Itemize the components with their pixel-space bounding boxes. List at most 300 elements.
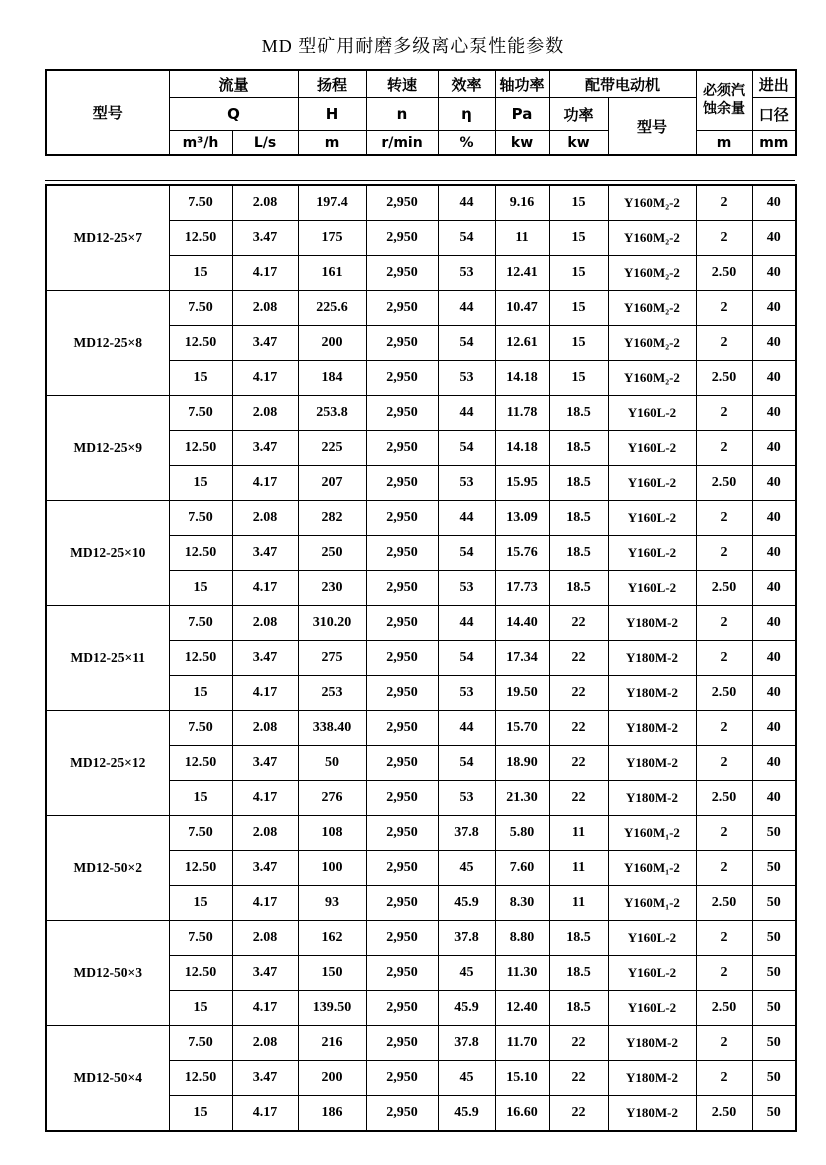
pump-model-cell: MD12-25×9 bbox=[46, 396, 169, 501]
motor-power-kw-cell: 22 bbox=[549, 781, 608, 816]
shaft-power-kw-cell: 19.50 bbox=[495, 676, 549, 711]
col-header-eta: η bbox=[438, 98, 495, 131]
speed-rmin-cell: 2,950 bbox=[366, 956, 438, 991]
pump-model-cell: MD12-50×2 bbox=[46, 816, 169, 921]
efficiency-pct-cell: 44 bbox=[438, 291, 495, 326]
efficiency-pct-cell: 44 bbox=[438, 501, 495, 536]
motor-power-kw-cell: 18.5 bbox=[549, 536, 608, 571]
motor-model-cell: Y180M-2 bbox=[608, 711, 696, 746]
flow-m3h-cell: 15 bbox=[169, 361, 232, 396]
port-mm-cell: 40 bbox=[752, 291, 796, 326]
unit-m: m bbox=[298, 131, 366, 156]
port-mm-cell: 40 bbox=[752, 606, 796, 641]
flow-ls-cell: 3.47 bbox=[232, 1061, 298, 1096]
npsh-m-cell: 2 bbox=[696, 185, 752, 221]
head-m-cell: 225.6 bbox=[298, 291, 366, 326]
npsh-m-cell: 2.50 bbox=[696, 361, 752, 396]
efficiency-pct-cell: 44 bbox=[438, 606, 495, 641]
motor-model-cell: Y160M₂-2 bbox=[608, 291, 696, 326]
motor-model-cell: Y180M-2 bbox=[608, 1061, 696, 1096]
port-mm-cell: 50 bbox=[752, 1061, 796, 1096]
col-header-port-line1: 进出 bbox=[752, 70, 796, 98]
port-mm-cell: 50 bbox=[752, 1026, 796, 1061]
motor-power-kw-cell: 18.5 bbox=[549, 571, 608, 606]
col-header-motor: 配带电动机 bbox=[549, 70, 696, 98]
speed-rmin-cell: 2,950 bbox=[366, 291, 438, 326]
motor-model-cell: Y160L-2 bbox=[608, 921, 696, 956]
flow-m3h-cell: 7.50 bbox=[169, 606, 232, 641]
shaft-power-kw-cell: 14.40 bbox=[495, 606, 549, 641]
col-header-port-line2: 口径 bbox=[752, 98, 796, 131]
col-header-shaft-power: 轴功率 bbox=[495, 70, 549, 98]
flow-m3h-cell: 12.50 bbox=[169, 326, 232, 361]
flow-m3h-cell: 15 bbox=[169, 991, 232, 1026]
shaft-power-kw-cell: 11 bbox=[495, 221, 549, 256]
npsh-m-cell: 2 bbox=[696, 746, 752, 781]
shaft-power-kw-cell: 10.47 bbox=[495, 291, 549, 326]
pump-model-cell: MD12-25×7 bbox=[46, 185, 169, 291]
flow-ls-cell: 2.08 bbox=[232, 711, 298, 746]
port-mm-cell: 40 bbox=[752, 711, 796, 746]
port-mm-cell: 50 bbox=[752, 851, 796, 886]
flow-ls-cell: 3.47 bbox=[232, 221, 298, 256]
flow-m3h-cell: 7.50 bbox=[169, 185, 232, 221]
head-m-cell: 200 bbox=[298, 1061, 366, 1096]
table-row bbox=[46, 606, 796, 641]
shaft-power-kw-cell: 14.18 bbox=[495, 361, 549, 396]
pump-model-cell: MD12-25×10 bbox=[46, 501, 169, 606]
unit-pct: % bbox=[438, 131, 495, 156]
shaft-power-kw-cell: 11.70 bbox=[495, 1026, 549, 1061]
motor-model-cell: Y160L-2 bbox=[608, 501, 696, 536]
npsh-m-cell: 2.50 bbox=[696, 886, 752, 921]
port-mm-cell: 40 bbox=[752, 501, 796, 536]
port-mm-cell: 40 bbox=[752, 466, 796, 501]
flow-m3h-cell: 15 bbox=[169, 256, 232, 291]
flow-ls-cell: 3.47 bbox=[232, 536, 298, 571]
col-header-head: 扬程 bbox=[298, 70, 366, 98]
speed-rmin-cell: 2,950 bbox=[366, 816, 438, 851]
shaft-power-kw-cell: 8.30 bbox=[495, 886, 549, 921]
shaft-power-kw-cell: 15.70 bbox=[495, 711, 549, 746]
flow-m3h-cell: 12.50 bbox=[169, 956, 232, 991]
speed-rmin-cell: 2,950 bbox=[366, 746, 438, 781]
port-mm-cell: 50 bbox=[752, 921, 796, 956]
port-mm-cell: 40 bbox=[752, 746, 796, 781]
head-m-cell: 200 bbox=[298, 326, 366, 361]
npsh-m-cell: 2 bbox=[696, 816, 752, 851]
motor-power-kw-cell: 22 bbox=[549, 1096, 608, 1132]
speed-rmin-cell: 2,950 bbox=[366, 1026, 438, 1061]
flow-m3h-cell: 7.50 bbox=[169, 816, 232, 851]
efficiency-pct-cell: 53 bbox=[438, 676, 495, 711]
shaft-power-kw-cell: 21.30 bbox=[495, 781, 549, 816]
motor-power-kw-cell: 15 bbox=[549, 221, 608, 256]
pump-model-cell: MD12-50×3 bbox=[46, 921, 169, 1026]
col-header-motor-power: 功率 bbox=[549, 98, 608, 131]
npsh-m-cell: 2 bbox=[696, 396, 752, 431]
efficiency-pct-cell: 54 bbox=[438, 431, 495, 466]
port-mm-cell: 50 bbox=[752, 991, 796, 1026]
motor-power-kw-cell: 22 bbox=[549, 746, 608, 781]
shaft-power-kw-cell: 17.34 bbox=[495, 641, 549, 676]
efficiency-pct-cell: 45 bbox=[438, 956, 495, 991]
motor-model-cell: Y160M₂-2 bbox=[608, 256, 696, 291]
speed-rmin-cell: 2,950 bbox=[366, 676, 438, 711]
efficiency-pct-cell: 44 bbox=[438, 396, 495, 431]
pump-model-cell: MD12-25×12 bbox=[46, 711, 169, 816]
speed-rmin-cell: 2,950 bbox=[366, 185, 438, 221]
flow-m3h-cell: 7.50 bbox=[169, 711, 232, 746]
npsh-m-cell: 2 bbox=[696, 921, 752, 956]
head-m-cell: 184 bbox=[298, 361, 366, 396]
efficiency-pct-cell: 37.8 bbox=[438, 1026, 495, 1061]
motor-power-kw-cell: 22 bbox=[549, 676, 608, 711]
npsh-m-cell: 2.50 bbox=[696, 1096, 752, 1132]
motor-model-cell: Y160L-2 bbox=[608, 991, 696, 1026]
efficiency-pct-cell: 45.9 bbox=[438, 1096, 495, 1132]
motor-power-kw-cell: 18.5 bbox=[549, 956, 608, 991]
shaft-power-kw-cell: 8.80 bbox=[495, 921, 549, 956]
port-mm-cell: 40 bbox=[752, 326, 796, 361]
flow-m3h-cell: 12.50 bbox=[169, 221, 232, 256]
col-header-n: n bbox=[366, 98, 438, 131]
head-m-cell: 186 bbox=[298, 1096, 366, 1132]
motor-power-kw-cell: 15 bbox=[549, 326, 608, 361]
motor-model-cell: Y160M₁-2 bbox=[608, 816, 696, 851]
motor-model-cell: Y160M₁-2 bbox=[608, 851, 696, 886]
speed-rmin-cell: 2,950 bbox=[366, 571, 438, 606]
flow-ls-cell: 4.17 bbox=[232, 781, 298, 816]
motor-model-cell: Y180M-2 bbox=[608, 1026, 696, 1061]
pump-model-cell: MD12-25×11 bbox=[46, 606, 169, 711]
flow-m3h-cell: 7.50 bbox=[169, 921, 232, 956]
shaft-power-kw-cell: 7.60 bbox=[495, 851, 549, 886]
flow-ls-cell: 3.47 bbox=[232, 851, 298, 886]
motor-model-cell: Y180M-2 bbox=[608, 1096, 696, 1132]
port-mm-cell: 50 bbox=[752, 886, 796, 921]
col-header-q: Q bbox=[169, 98, 298, 131]
head-m-cell: 275 bbox=[298, 641, 366, 676]
flow-m3h-cell: 15 bbox=[169, 781, 232, 816]
flow-m3h-cell: 15 bbox=[169, 571, 232, 606]
motor-power-kw-cell: 18.5 bbox=[549, 396, 608, 431]
flow-ls-cell: 2.08 bbox=[232, 816, 298, 851]
shaft-power-kw-cell: 13.09 bbox=[495, 501, 549, 536]
page-title: MD 型矿用耐磨多级离心泵性能参数 bbox=[261, 36, 565, 56]
port-mm-cell: 50 bbox=[752, 956, 796, 991]
flow-m3h-cell: 15 bbox=[169, 676, 232, 711]
shaft-power-kw-cell: 15.10 bbox=[495, 1061, 549, 1096]
flow-ls-cell: 3.47 bbox=[232, 956, 298, 991]
efficiency-pct-cell: 54 bbox=[438, 536, 495, 571]
speed-rmin-cell: 2,950 bbox=[366, 1061, 438, 1096]
shaft-power-kw-cell: 12.40 bbox=[495, 991, 549, 1026]
npsh-m-cell: 2 bbox=[696, 431, 752, 466]
flow-ls-cell: 4.17 bbox=[232, 886, 298, 921]
flow-ls-cell: 4.17 bbox=[232, 466, 298, 501]
npsh-m-cell: 2 bbox=[696, 221, 752, 256]
port-mm-cell: 40 bbox=[752, 781, 796, 816]
flow-m3h-cell: 7.50 bbox=[169, 501, 232, 536]
npsh-m-cell: 2 bbox=[696, 1061, 752, 1096]
col-header-speed: 转速 bbox=[366, 70, 438, 98]
table-row bbox=[46, 711, 796, 746]
unit-ls: L/s bbox=[232, 131, 298, 156]
port-mm-cell: 40 bbox=[752, 571, 796, 606]
npsh-m-cell: 2.50 bbox=[696, 991, 752, 1026]
head-m-cell: 93 bbox=[298, 886, 366, 921]
motor-power-kw-cell: 22 bbox=[549, 1026, 608, 1061]
flow-ls-cell: 4.17 bbox=[232, 361, 298, 396]
flow-ls-cell: 3.47 bbox=[232, 431, 298, 466]
shaft-power-kw-cell: 12.41 bbox=[495, 256, 549, 291]
motor-model-cell: Y160M₁-2 bbox=[608, 886, 696, 921]
motor-model-cell: Y160M₂-2 bbox=[608, 361, 696, 396]
speed-rmin-cell: 2,950 bbox=[366, 256, 438, 291]
head-m-cell: 139.50 bbox=[298, 991, 366, 1026]
data-table-wrapper bbox=[45, 180, 795, 1132]
col-header-pa: Pa bbox=[495, 98, 549, 131]
flow-m3h-cell: 12.50 bbox=[169, 431, 232, 466]
motor-power-kw-cell: 18.5 bbox=[549, 431, 608, 466]
head-m-cell: 197.4 bbox=[298, 185, 366, 221]
speed-rmin-cell: 2,950 bbox=[366, 501, 438, 536]
flow-ls-cell: 4.17 bbox=[232, 1096, 298, 1132]
motor-power-kw-cell: 22 bbox=[549, 711, 608, 746]
speed-rmin-cell: 2,950 bbox=[366, 991, 438, 1026]
flow-ls-cell: 2.08 bbox=[232, 606, 298, 641]
col-header-model: 型号 bbox=[46, 70, 169, 155]
port-mm-cell: 40 bbox=[752, 641, 796, 676]
efficiency-pct-cell: 45 bbox=[438, 1061, 495, 1096]
efficiency-pct-cell: 53 bbox=[438, 781, 495, 816]
head-m-cell: 100 bbox=[298, 851, 366, 886]
head-m-cell: 253 bbox=[298, 676, 366, 711]
speed-rmin-cell: 2,950 bbox=[366, 851, 438, 886]
table-row bbox=[46, 816, 796, 851]
npsh-m-cell: 2.50 bbox=[696, 571, 752, 606]
table-row bbox=[46, 291, 796, 326]
efficiency-pct-cell: 53 bbox=[438, 361, 495, 396]
efficiency-pct-cell: 37.8 bbox=[438, 816, 495, 851]
speed-rmin-cell: 2,950 bbox=[366, 361, 438, 396]
head-m-cell: 207 bbox=[298, 466, 366, 501]
motor-model-cell: Y160L-2 bbox=[608, 571, 696, 606]
unit-kw-motor: kw bbox=[549, 131, 608, 156]
flow-m3h-cell: 7.50 bbox=[169, 396, 232, 431]
flow-ls-cell: 4.17 bbox=[232, 571, 298, 606]
efficiency-pct-cell: 45.9 bbox=[438, 991, 495, 1026]
flow-m3h-cell: 7.50 bbox=[169, 291, 232, 326]
flow-m3h-cell: 12.50 bbox=[169, 536, 232, 571]
npsh-label-line1: 必须汽 bbox=[703, 83, 746, 99]
port-mm-cell: 40 bbox=[752, 431, 796, 466]
port-mm-cell: 40 bbox=[752, 536, 796, 571]
flow-m3h-cell: 7.50 bbox=[169, 1026, 232, 1061]
head-m-cell: 225 bbox=[298, 431, 366, 466]
efficiency-pct-cell: 54 bbox=[438, 326, 495, 361]
npsh-m-cell: 2 bbox=[696, 501, 752, 536]
flow-ls-cell: 2.08 bbox=[232, 921, 298, 956]
unit-m3h: m³/h bbox=[169, 131, 232, 156]
efficiency-pct-cell: 44 bbox=[438, 185, 495, 221]
flow-m3h-cell: 15 bbox=[169, 886, 232, 921]
port-mm-cell: 40 bbox=[752, 221, 796, 256]
speed-rmin-cell: 2,950 bbox=[366, 221, 438, 256]
efficiency-pct-cell: 45 bbox=[438, 851, 495, 886]
speed-rmin-cell: 2,950 bbox=[366, 606, 438, 641]
flow-m3h-cell: 15 bbox=[169, 1096, 232, 1132]
efficiency-pct-cell: 53 bbox=[438, 571, 495, 606]
flow-m3h-cell: 12.50 bbox=[169, 1061, 232, 1096]
motor-power-kw-cell: 15 bbox=[549, 256, 608, 291]
pump-model-cell: MD12-50×4 bbox=[46, 1026, 169, 1132]
head-m-cell: 276 bbox=[298, 781, 366, 816]
unit-kw-shaft: kw bbox=[495, 131, 549, 156]
npsh-m-cell: 2 bbox=[696, 326, 752, 361]
flow-ls-cell: 2.08 bbox=[232, 291, 298, 326]
efficiency-pct-cell: 54 bbox=[438, 641, 495, 676]
npsh-m-cell: 2.50 bbox=[696, 781, 752, 816]
shaft-power-kw-cell: 16.60 bbox=[495, 1096, 549, 1132]
port-mm-cell: 40 bbox=[752, 676, 796, 711]
head-m-cell: 50 bbox=[298, 746, 366, 781]
flow-ls-cell: 4.17 bbox=[232, 991, 298, 1026]
motor-power-kw-cell: 22 bbox=[549, 641, 608, 676]
motor-model-cell: Y160L-2 bbox=[608, 956, 696, 991]
shaft-power-kw-cell: 15.95 bbox=[495, 466, 549, 501]
motor-power-kw-cell: 18.5 bbox=[549, 991, 608, 1026]
npsh-m-cell: 2 bbox=[696, 851, 752, 886]
motor-model-cell: Y180M-2 bbox=[608, 606, 696, 641]
efficiency-pct-cell: 53 bbox=[438, 466, 495, 501]
data-table bbox=[45, 184, 797, 1132]
motor-model-cell: Y160L-2 bbox=[608, 466, 696, 501]
motor-power-kw-cell: 11 bbox=[549, 816, 608, 851]
shaft-power-kw-cell: 9.16 bbox=[495, 185, 549, 221]
head-m-cell: 253.8 bbox=[298, 396, 366, 431]
col-header-motor-model: 型号 bbox=[608, 98, 696, 156]
port-mm-cell: 40 bbox=[752, 361, 796, 396]
efficiency-pct-cell: 45.9 bbox=[438, 886, 495, 921]
flow-m3h-cell: 12.50 bbox=[169, 851, 232, 886]
efficiency-pct-cell: 54 bbox=[438, 221, 495, 256]
motor-power-kw-cell: 18.5 bbox=[549, 466, 608, 501]
speed-rmin-cell: 2,950 bbox=[366, 1096, 438, 1132]
head-m-cell: 162 bbox=[298, 921, 366, 956]
flow-m3h-cell: 12.50 bbox=[169, 746, 232, 781]
motor-power-kw-cell: 18.5 bbox=[549, 921, 608, 956]
table-row bbox=[46, 501, 796, 536]
speed-rmin-cell: 2,950 bbox=[366, 711, 438, 746]
flow-ls-cell: 2.08 bbox=[232, 501, 298, 536]
head-m-cell: 161 bbox=[298, 256, 366, 291]
motor-model-cell: Y160L-2 bbox=[608, 536, 696, 571]
npsh-m-cell: 2 bbox=[696, 606, 752, 641]
speed-rmin-cell: 2,950 bbox=[366, 641, 438, 676]
motor-model-cell: Y180M-2 bbox=[608, 781, 696, 816]
motor-power-kw-cell: 15 bbox=[549, 361, 608, 396]
motor-model-cell: Y160M₂-2 bbox=[608, 221, 696, 256]
flow-ls-cell: 4.17 bbox=[232, 676, 298, 711]
pump-model-cell: MD12-25×8 bbox=[46, 291, 169, 396]
table-row bbox=[46, 921, 796, 956]
port-mm-cell: 40 bbox=[752, 396, 796, 431]
motor-model-cell: Y180M-2 bbox=[608, 746, 696, 781]
shaft-power-kw-cell: 5.80 bbox=[495, 816, 549, 851]
speed-rmin-cell: 2,950 bbox=[366, 431, 438, 466]
motor-power-kw-cell: 18.5 bbox=[549, 501, 608, 536]
head-m-cell: 150 bbox=[298, 956, 366, 991]
col-header-flow: 流量 bbox=[169, 70, 298, 98]
shaft-power-kw-cell: 14.18 bbox=[495, 431, 549, 466]
flow-ls-cell: 2.08 bbox=[232, 396, 298, 431]
motor-model-cell: Y160L-2 bbox=[608, 396, 696, 431]
motor-model-cell: Y160L-2 bbox=[608, 431, 696, 466]
speed-rmin-cell: 2,950 bbox=[366, 536, 438, 571]
efficiency-pct-cell: 53 bbox=[438, 256, 495, 291]
npsh-m-cell: 2.50 bbox=[696, 256, 752, 291]
motor-power-kw-cell: 11 bbox=[549, 851, 608, 886]
speed-rmin-cell: 2,950 bbox=[366, 466, 438, 501]
efficiency-pct-cell: 37.8 bbox=[438, 921, 495, 956]
head-m-cell: 230 bbox=[298, 571, 366, 606]
port-mm-cell: 50 bbox=[752, 1096, 796, 1132]
head-m-cell: 310.20 bbox=[298, 606, 366, 641]
unit-mm: mm bbox=[752, 131, 796, 156]
efficiency-pct-cell: 54 bbox=[438, 746, 495, 781]
motor-model-cell: Y160M₂-2 bbox=[608, 185, 696, 221]
npsh-m-cell: 2 bbox=[696, 956, 752, 991]
speed-rmin-cell: 2,950 bbox=[366, 781, 438, 816]
motor-model-cell: Y180M-2 bbox=[608, 641, 696, 676]
speed-rmin-cell: 2,950 bbox=[366, 396, 438, 431]
shaft-power-kw-cell: 15.76 bbox=[495, 536, 549, 571]
shaft-power-kw-cell: 17.73 bbox=[495, 571, 549, 606]
npsh-m-cell: 2 bbox=[696, 711, 752, 746]
efficiency-pct-cell: 44 bbox=[438, 711, 495, 746]
npsh-m-cell: 2 bbox=[696, 536, 752, 571]
header-table bbox=[45, 69, 797, 156]
motor-power-kw-cell: 15 bbox=[549, 291, 608, 326]
motor-model-cell: Y180M-2 bbox=[608, 676, 696, 711]
speed-rmin-cell: 2,950 bbox=[366, 921, 438, 956]
col-header-efficiency: 效率 bbox=[438, 70, 495, 98]
speed-rmin-cell: 2,950 bbox=[366, 886, 438, 921]
shaft-power-kw-cell: 18.90 bbox=[495, 746, 549, 781]
head-m-cell: 175 bbox=[298, 221, 366, 256]
flow-m3h-cell: 15 bbox=[169, 466, 232, 501]
npsh-m-cell: 2.50 bbox=[696, 676, 752, 711]
flow-ls-cell: 3.47 bbox=[232, 641, 298, 676]
head-m-cell: 282 bbox=[298, 501, 366, 536]
head-m-cell: 108 bbox=[298, 816, 366, 851]
table-row bbox=[46, 396, 796, 431]
table-row bbox=[46, 185, 796, 221]
shaft-power-kw-cell: 11.78 bbox=[495, 396, 549, 431]
unit-npsh-m: m bbox=[696, 131, 752, 156]
flow-ls-cell: 3.47 bbox=[232, 326, 298, 361]
npsh-m-cell: 2 bbox=[696, 1026, 752, 1061]
motor-model-cell: Y160M₂-2 bbox=[608, 326, 696, 361]
col-header-npsh bbox=[696, 70, 752, 131]
port-mm-cell: 50 bbox=[752, 816, 796, 851]
table-row bbox=[46, 1026, 796, 1061]
shaft-power-kw-cell: 11.30 bbox=[495, 956, 549, 991]
npsh-m-cell: 2 bbox=[696, 291, 752, 326]
flow-m3h-cell: 12.50 bbox=[169, 641, 232, 676]
